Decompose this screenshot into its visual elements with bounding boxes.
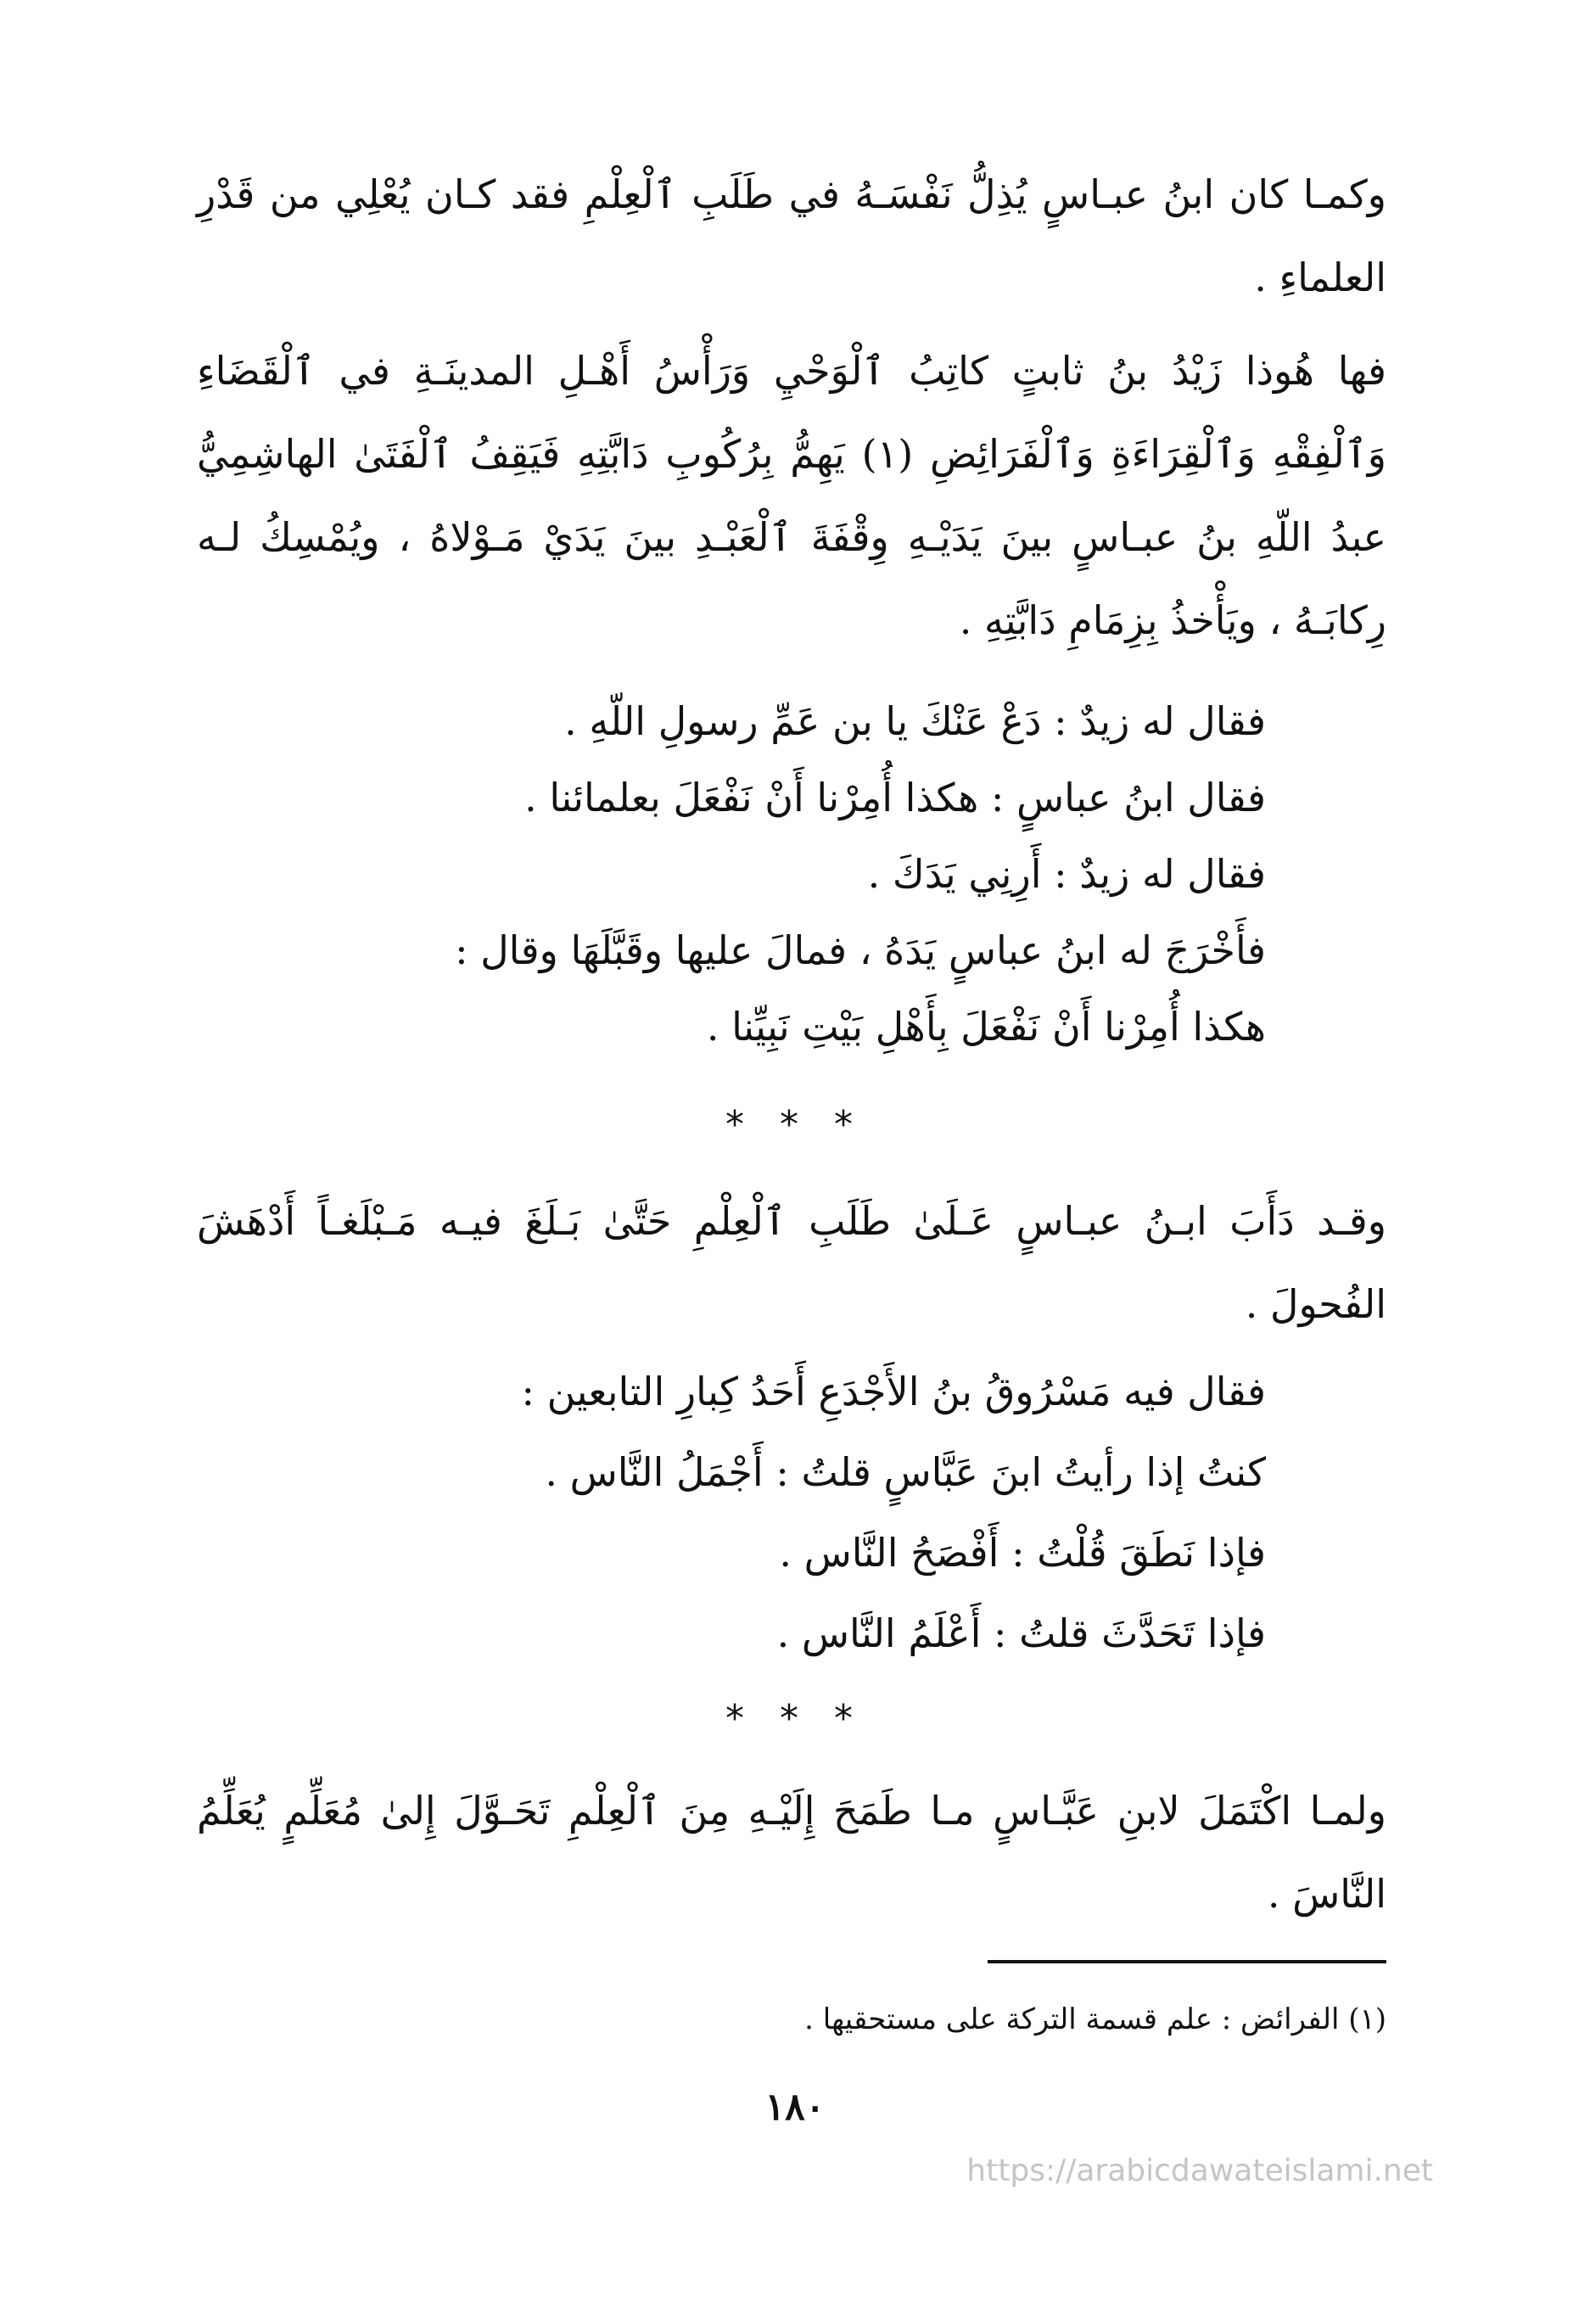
dialogue-line: هكذا أُمِرْنا أَنْ نَفْعَلَ بِأَهْلِ بَيْتِ نَبِيِّنا . <box>706 1004 1266 1050</box>
paragraph-zayd: فها هُوذا زَيْدُ بنُ ثابتٍ كاتِبُ ٱلْوَحْيِ وَرَأْسُ أَهْـلِ المدينَـةِ في ٱلْقَضَاءِ وَٱلْفِقْهِ وَٱلْقِرَاءَةِ وَٱلْفَرَائِضِ (١) يَهِمُّ بِرُكُوبِ دَابَّتِهِ فَيَقِفُ ٱلْفَتَىٰ الهاشِمِيُّ عبدُ اللّهِ بنُ عبـاسٍ بينَ يَدَيْـهِ وِقْفَةَ ٱلْعَبْـدِ بينَ يَدَيْ مَـوْلاهُ ، ويُمْسِكُ لـه رِكابَـهُ ، ويَأْخذُ بِزِمَامِ دَابَّتِهِ . <box>197 348 1386 643</box>
dialogue-line: فقال له زيدٌ : أَرِنِي يَدَكَ . <box>867 851 1266 897</box>
dialogue-line: فأَخْرَجَ له ابنُ عباسٍ يَدَهُ ، فمالَ عليها وقَبَّلَهَا وقال : <box>455 927 1266 973</box>
paragraph-teacher: ولمـا اكْتَمَلَ لابنِ عَبَّـاسٍ مـا طَمَحَ إِلَيْـهِ مِنَ ٱلْعِلْمِ تَحَـوَّلَ إِلىٰ مُعَلِّمٍ يُعَلِّمُ النَّاسَ . <box>197 1788 1386 1917</box>
dialogue-line: فقال فيه مَسْرُوقُ بنُ الأَجْدَعِ أَحَدُ كِبارِ التابعين : <box>521 1369 1266 1414</box>
dialogue-line: فإذا تَحَدَّثَ قلتُ : أَعْلَمُ النَّاس . <box>776 1610 1266 1656</box>
footnote: (١) الفرائض : علم قسمة التركة على مستحقيها . <box>804 2002 1386 2036</box>
watermark-url: https://arabicdawateislami.net <box>966 2153 1433 2188</box>
footnote-divider <box>988 1960 1386 1963</box>
page-number: ١٨٠ <box>764 2086 826 2129</box>
paragraph-intro: وكمـا كان ابنُ عبـاسٍ يُذِلُّ نَفْسَـهُ في طَلَبِ ٱلْعِلْمِ فقد كـان يُعْلِي من قَدْرِ العلماءِ . <box>197 171 1386 300</box>
paragraph-diligence: وقـد دَأَبَ ابـنُ عبـاسٍ عَـلَىٰ طَلَبِ ٱلْعِلْمِ حَتَّىٰ بَـلَغَ فيـه مَـبْلَغـاً أَدْهَشَ الفُحولَ . <box>197 1198 1386 1327</box>
dialogue-line: كنتُ إذا رأيتُ ابنَ عَبَّاسٍ قلتُ : أَجْمَلُ النَّاس . <box>545 1449 1266 1495</box>
section-separator: * * * <box>725 1697 865 1740</box>
dialogue-line: فقال ابنُ عباسٍ : هكذا أُمِرْنا أَنْ نَفْعَلَ بعلمائنا . <box>524 775 1266 820</box>
dialogue-line: فقال له زيدٌ : دَعْ عَنْكَ يا بن عَمِّ رسولِ اللّهِ . <box>564 698 1266 744</box>
dialogue-line: فإذا نَطَقَ قُلْتُ : أَفْصَحُ النَّاس . <box>779 1530 1266 1576</box>
section-separator: * * * <box>725 1103 865 1146</box>
